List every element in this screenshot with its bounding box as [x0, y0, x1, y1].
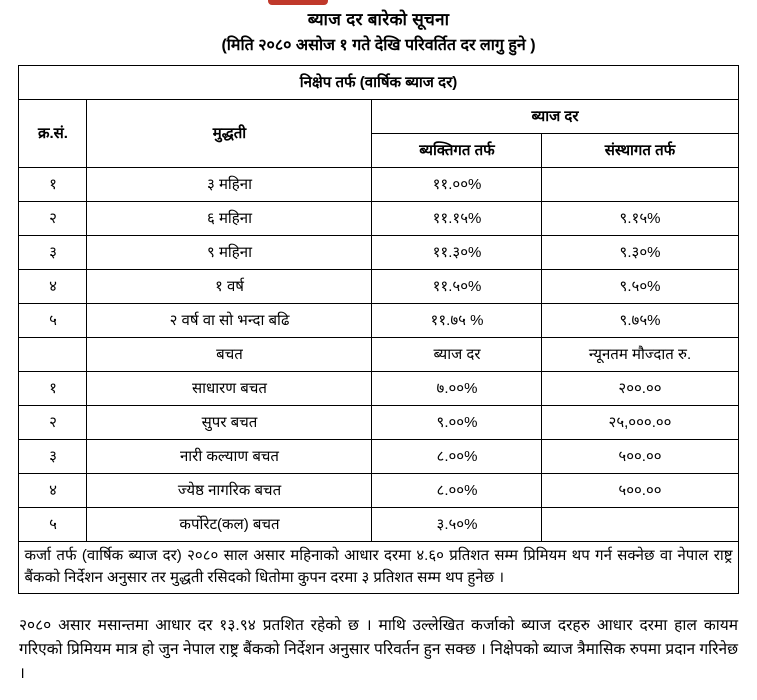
cell-sn: २	[19, 201, 87, 235]
cell-scheme: ३ महिना	[87, 167, 372, 201]
cell-sn: ३	[19, 439, 87, 473]
deposit-section-header: निक्षेप तर्फ (वार्षिक ब्याज दर)	[19, 65, 738, 99]
savings-minimum-balance-header: न्यूनतम मौज्दात रु.	[542, 337, 738, 371]
cell-sn: ५	[19, 303, 87, 337]
page-title: ब्याज दर बारेको सूचना	[307, 10, 450, 29]
cell-rate: ९.००%	[372, 405, 542, 439]
cell-sn: २	[19, 405, 87, 439]
cell-sn: १	[19, 167, 87, 201]
cell-sn: ५	[19, 507, 87, 541]
top-logo-mark	[268, 0, 328, 5]
cell-minimum-balance	[542, 507, 738, 541]
interest-rate-table	[18, 65, 738, 594]
cell-scheme: साधारण बचत	[87, 371, 372, 405]
cell-sn: ३	[19, 235, 87, 269]
cell-rate: ३.५०%	[372, 507, 542, 541]
table-row	[19, 303, 738, 337]
cell-scheme: ९ महिना	[87, 235, 372, 269]
cell-minimum-balance: २५,०००.००	[542, 405, 738, 439]
page-subtitle: (मिति २०८० असोज १ गते देखि परिवर्तित दर लागु हुने )	[221, 36, 536, 54]
column-header-institutional: संस्थागत तर्फ	[542, 133, 738, 167]
table-row	[19, 405, 738, 439]
savings-section-header: बचत	[87, 337, 372, 371]
cell-individual-rate: ११.००%	[372, 167, 542, 201]
column-header-rate: ब्याज दर	[372, 99, 738, 133]
cell-scheme: २ वर्ष वा सो भन्दा बढि	[87, 303, 372, 337]
table-row-loan-note	[19, 541, 738, 593]
table-row	[19, 439, 738, 473]
column-header-individual: ब्यक्तिगत तर्फ	[372, 133, 542, 167]
cell-sn: ४	[19, 473, 87, 507]
table-row	[19, 473, 738, 507]
cell-individual-rate: ११.५०%	[372, 269, 542, 303]
cell-institutional-rate: ९.७५%	[542, 303, 738, 337]
savings-rate-header: ब्याज दर	[372, 337, 542, 371]
document-title-block	[18, 0, 739, 57]
table-row	[19, 371, 738, 405]
cell-rate: ८.००%	[372, 473, 542, 507]
cell-sn: १	[19, 371, 87, 405]
cell-scheme: ज्येष्ठ नागरिक बचत	[87, 473, 372, 507]
cell-individual-rate: ११.१५%	[372, 201, 542, 235]
table-row-savings-header	[19, 337, 738, 371]
cell-rate: ८.००%	[372, 439, 542, 473]
table-row	[19, 167, 738, 201]
cell-scheme: कर्पोरेट(कल) बचत	[87, 507, 372, 541]
cell-scheme: १ वर्ष	[87, 269, 372, 303]
cell-institutional-rate: ९.१५%	[542, 201, 738, 235]
cell-scheme: सुपर बचत	[87, 405, 372, 439]
cell-sn	[19, 337, 87, 371]
cell-minimum-balance: ५००.००	[542, 473, 738, 507]
cell-minimum-balance: ५००.००	[542, 439, 738, 473]
cell-institutional-rate	[542, 167, 738, 201]
table-row-header-main	[19, 65, 738, 99]
column-header-sn: क्र.सं.	[19, 99, 87, 167]
cell-individual-rate: ११.३०%	[372, 235, 542, 269]
cell-scheme: ६ महिना	[87, 201, 372, 235]
table-row	[19, 235, 738, 269]
table-row	[19, 269, 738, 303]
cell-individual-rate: ११.७५ %	[372, 303, 542, 337]
cell-institutional-rate: ९.५०%	[542, 269, 738, 303]
table-row-header-1	[19, 99, 738, 133]
cell-minimum-balance: २००.००	[542, 371, 738, 405]
cell-sn: ४	[19, 269, 87, 303]
loan-note-text: कर्जा तर्फ (वार्षिक ब्याज दर) २०८० साल असार महिनाको आधार दरमा ४.६० प्रतिशत सम्म प्रिमियम थप गर्न सक्नेछ वा नेपाल राष्ट्र बैंकको निर्देशन अनुसार तर मुद्धती रसिदको धितोमा कुपन दरमा ३ प्रतिशत सम्म थप हुनेछ ।	[19, 541, 738, 593]
cell-institutional-rate: ९.३०%	[542, 235, 738, 269]
cell-rate: ७.००%	[372, 371, 542, 405]
table-row	[19, 507, 738, 541]
table-row	[19, 201, 738, 235]
footer-note: २०८० असार मसान्तमा आधार दर १३.९४ प्रतशित रहेको छ । माथि उल्लेखित कर्जाको ब्याज दरहरु आधार दरमा हाल कायम गरिएको प्रिमियम मात्र हो जुन नेपाल राष्ट्र बैंकको निर्देशन अनुसार परिवर्तन हुन सक्छ । निक्षेपको ब्याज त्रैमासिक रुपमा प्रदान गरिनेछ ।	[19, 616, 738, 682]
column-header-scheme: मुद्धती	[87, 99, 372, 167]
cell-scheme: नारी कल्याण बचत	[87, 439, 372, 473]
